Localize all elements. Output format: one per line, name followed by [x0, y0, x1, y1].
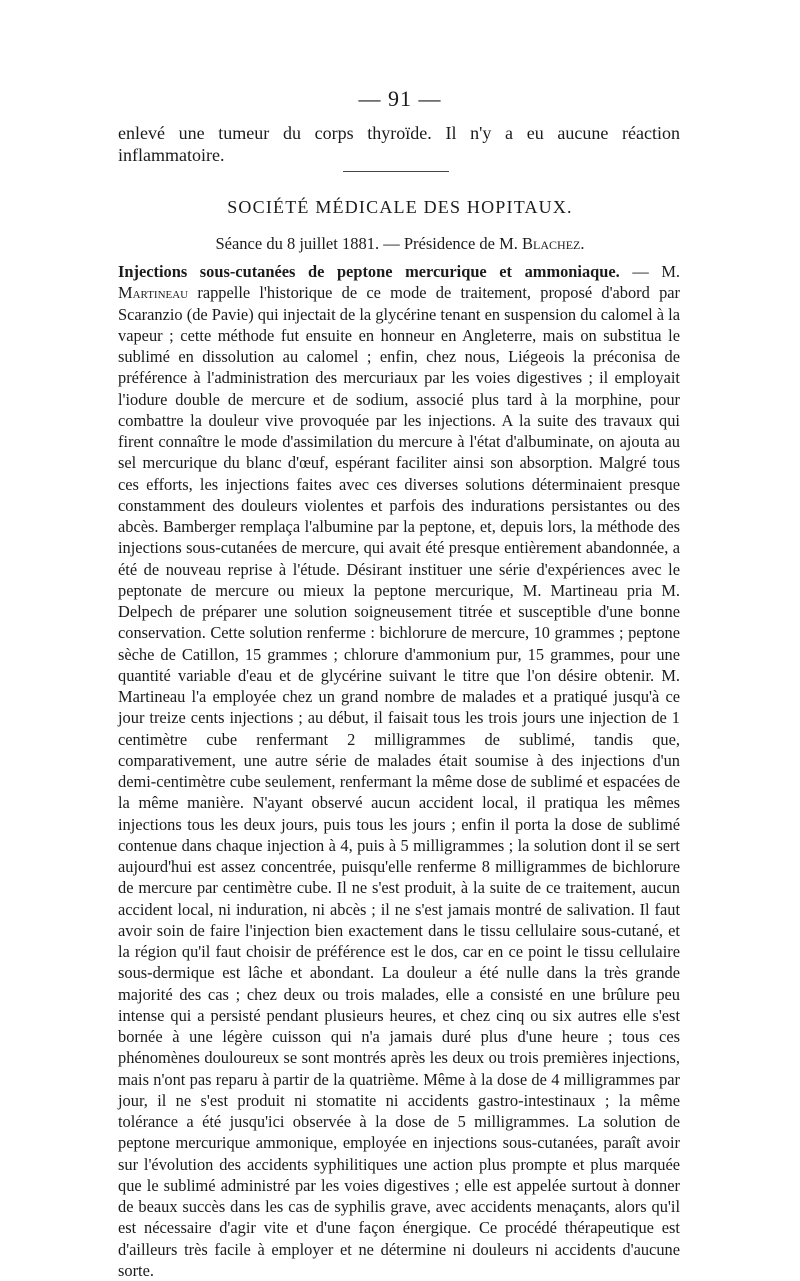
article-paragraph — [118, 261, 680, 1281]
article-body: rappelle l'historique de ce mode de traitement, proposé d'abord par Scaranzio (de Pavie) qui injectait de la glycérine tenant en suspension du calomel à la vapeur ; cette méthode fut ensuite en honneur en Angleterre, mais on substitua le sublimé en dissolution au calomel ; enfin, chez nous, Liégeois la préconisa de préférence à l'administration des mercuriaux par les voies digestives ; il employait l'iodure double de mercure et de sodium, associé plus tard à la morphine, pour combattre la douleur vive provoquée par les injections. A la suite des travaux qui firent connaître le mode d'assimilation du mercure à l'état d'albuminate, on ajouta au sel mercurique du blanc d'œuf, espérant faciliter ainsi son absorption. Malgré tous ces efforts, les injections faites avec ces diverses solutions déterminaient presque constamment des douleurs violentes et parfois des indurations persistantes ou des abcès. Bamberger remplaça l'albumine par la peptone, et, depuis lors, la méthode des injections sous-cutanées de mercure, qui avait été presque entièrement abandonnée, a été de nouveau reprise à l'étude. Désirant instituer une série d'expériences avec le peptonate de mercure ou mieux la peptone mercurique, M. Martineau pria M. Delpech de préparer une solution soigneusement titrée et susceptible d'une bonne conservation. Cette solution renferme : bichlorure de mercure, 10 grammes ; peptone sèche de Catillon, 15 grammes ; chlorure d'ammonium pur, 15 grammes, pour une quantité variable d'eau et de glycérine suivant le titre que l'on désire obtenir. M. Martineau l'a employée chez un grand nombre de malades et a pratiqué jusqu'à ce jour treize cents injections ; au début, il faisait tous les trois jours une injection de 1 centimètre cube renfermant 2 milligrammes de sublimé, tandis que, comparativement, une autre série de malades était soumise à des injections d'un demi-centimètre cube seulement, renfermant la même dose de sublimé et espacées de la même manière. N'ayant observé aucun accident local, il pratiqua les mêmes injections tous les deux jours, puis tous les jours ; enfin il porta la dose de sublimé contenue dans chaque injection à 4, puis à 5 milligrammes ; la solution dont il se sert aujourd'hui est assez concentrée, puisqu'elle renferme 8 milligrammes de bichlorure de mercure par centimètre cube. Il ne s'est produit, à la suite de ce traitement, aucun accident local, ni induration, ni abcès ; il ne s'est jamais montré de salivation. Il faut avoir soin de faire l'injection bien exactement dans le tissu cellulaire sous-cutané, et la région qu'il faut choisir de préférence est le dos, car en ce point le tissu cellulaire sous-dermique est lâche et abondant. La douleur a été nulle dans la très grande majorité des cas ; chez deux ou trois malades, elle a consisté en une brûlure peu intense qui a persisté pendant plusieurs heures, et chez cinq ou six autres elle s'est bornée à une légère cuisson qui n'a jamais duré plus d'une heure ; tous ces phénomènes douloureux se sont montrés après les deux ou trois premières injections, mais n'ont pas reparu à partir de la quatrième. Même à la dose de 4 milligrammes par jour, il ne s'est produit ni stomatite ni accidents gastro-intestinaux ; la même tolérance a été jusqu'ici observée à la dose de 5 milligrammes. La solution de peptone mercurique ammonique, employée en injections sous-cutanées, paraît avoir sur l'évolution des accidents syphilitiques une action plus prompte et plus marquée que le sublimé administré par les voies digestives ; elle est appelée surtout à donner de beaux succès dans les cas de syphilis grave, avec accidents menaçants, alors qu'il est nécessaire d'agir vite et d'une façon énergique. Ce procédé thérapeutique est d'ailleurs très facile à employer et ne détermine ni douleurs ni accidents d'aucune sorte. — [118, 283, 680, 1280]
author-name: Martineau — [118, 283, 189, 303]
section-heading: SOCIÉTÉ MÉDICALE DES HOPITAUX. — [227, 197, 573, 217]
article-title: Injections sous-cutanées de peptone mercurique et ammoniaque. — [118, 262, 620, 281]
opening-paragraph: enlevé une tumeur du corps thyroïde. Il n'y a eu aucune réaction inflammatoire. — [118, 123, 680, 165]
president-name: Blachez — [522, 234, 581, 253]
session-line — [0, 234, 800, 254]
page-number: — 91 — — [358, 86, 442, 111]
session-suffix: . — [580, 234, 585, 253]
section-divider — [343, 171, 449, 172]
article-dash: — M. — [619, 262, 680, 281]
session-prefix: Séance du 8 juillet 1881. — Présidence de M. — [215, 234, 523, 253]
